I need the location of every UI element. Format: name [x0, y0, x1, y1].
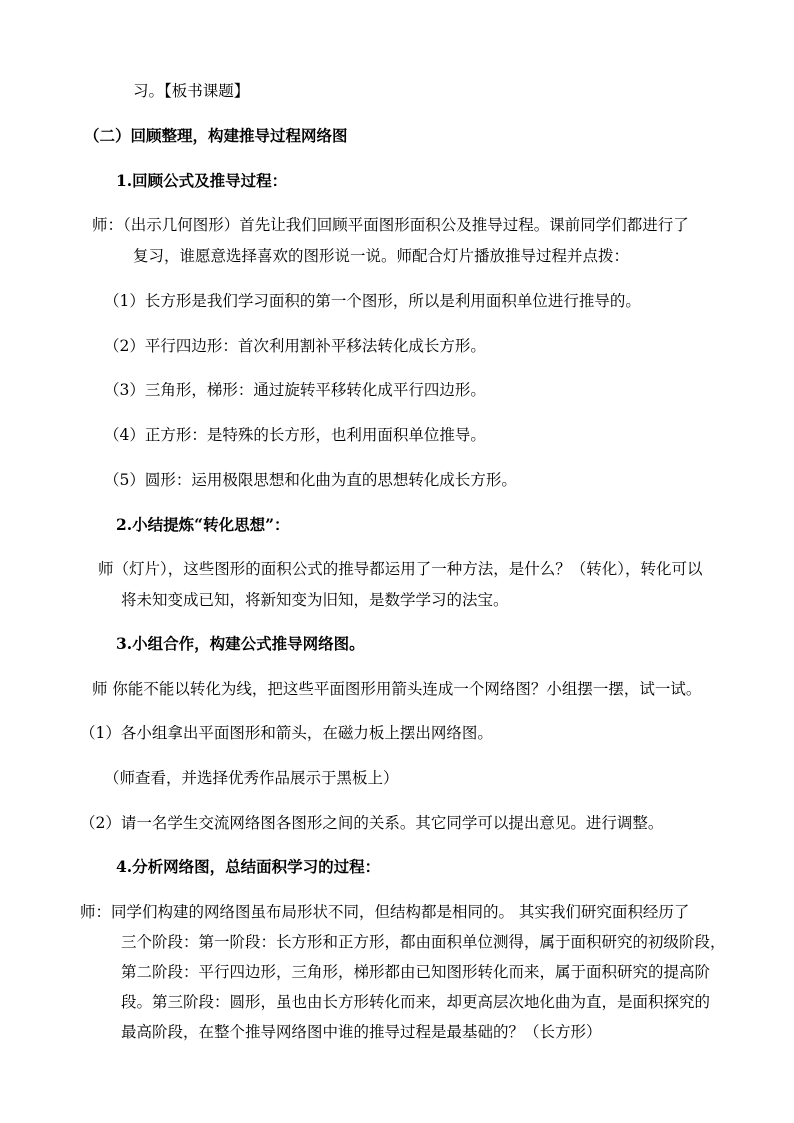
text-line-21: 三个阶段：第一阶段：长方形和正方形，都由面积单位测得，属于面积研究的初级阶段， — [121, 933, 726, 951]
list-item-5: （5）圆形：运用极限思想和化曲为直的思想转化成长方形。 — [104, 471, 517, 489]
text-line-4: 师：（出示几何图形）首先让我们回顾平面图形面积公及推导过程。课前同学们都进行了 — [92, 216, 689, 234]
list-item-3: （3）三角形，梯形：通过旋转平移转化成平行四边形。 — [104, 381, 486, 399]
text-line-20: 师：同学们构建的网络图虽布局形状不同，但结构都是相同的。 其实我们研究面积经历了 — [80, 903, 690, 921]
text-line-1: 习。【板书课题】 — [133, 82, 250, 100]
list-item-6: （1）各小组拿出平面图形和箭头，在磁力板上摆出网络图。 — [80, 724, 493, 742]
list-item-4: （4）正方形：是特殊的长方形，也利用面积单位推导。 — [104, 426, 486, 444]
text-line-15: 师 你能不能以转化为线，把这些平面图形用箭头连成一个网络图？小组摆一摆，试一试。 — [92, 680, 702, 698]
section-heading-review: （二）回顾整理，构建推导过程网络图 — [84, 126, 348, 145]
text-line-17: （师查看，并选择优秀作品展示于黑板上） — [104, 769, 399, 787]
text-line-22: 第二阶段：平行四边形，三角形，梯形都由已知图形转化而来，属于面积研究的提高阶 — [121, 963, 711, 981]
text-line-24: 最高阶段，在整个推导网络图中谁的推导过程是最基础的？（长方形） — [121, 1023, 602, 1041]
subheading-4: 4.分析网络图，总结面积学习的过程： — [116, 857, 381, 876]
subheading-1: 1.回顾公式及推导过程： — [116, 171, 288, 190]
text-line-23: 段。第三阶段：圆形，虽也由长方形转化而来，却更高层次地化曲为直，是面积探究的 — [121, 993, 711, 1011]
text-line-12: 师（灯片），这些图形的面积公式的推导都运用了一种方法，是什么？（转化），转化可以 — [98, 560, 703, 578]
list-item-1: （1）长方形是我们学习面积的第一个图形，所以是利用面积单位进行推导的。 — [104, 292, 641, 310]
list-item-7: （2）请一名学生交流网络图各图形之间的关系。其它同学可以提出意见。进行调整。 — [80, 814, 664, 832]
text-line-5: 复习，谁愿意选择喜欢的图形说一说。师配合灯片播放推导过程并点拨： — [133, 247, 630, 265]
text-line-13: 将未知变成已知，将新知变为旧知，是数学学习的法宝。 — [121, 591, 509, 609]
subheading-3: 3.小组合作，构建公式推导网络图。 — [116, 634, 365, 653]
list-item-2: （2）平行四边形：首次利用割补平移法转化成长方形。 — [104, 337, 486, 355]
subheading-2: 2.小结提炼“转化思想”： — [116, 515, 290, 534]
